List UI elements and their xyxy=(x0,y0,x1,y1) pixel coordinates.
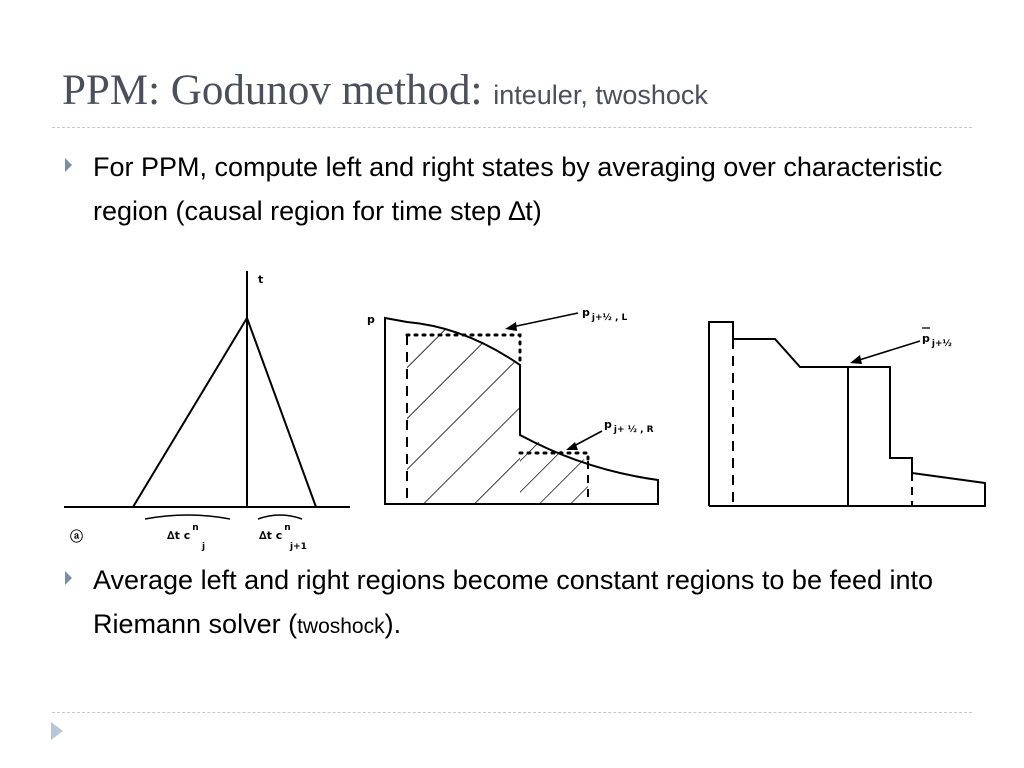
title-separator: , xyxy=(580,80,596,110)
panel-a-t-axis-label: t xyxy=(258,273,264,286)
title-code-inteuler: inteuler xyxy=(493,80,581,110)
panel-b-parabola xyxy=(367,306,658,504)
bullet-2-code-twoshock: twoshock xyxy=(297,615,385,638)
panel-c-averages xyxy=(709,322,985,506)
panel-a-right-speed-sub: j+1 xyxy=(290,542,307,552)
title-main: PPM: Godunov method: xyxy=(62,67,494,114)
panel-c-avg-label: p $_{j+\frac{1}{2}}$ xyxy=(922,332,952,349)
panel-a-characteristics xyxy=(64,271,350,552)
slide-title xyxy=(62,66,708,115)
bullet-2-text-pre: Average left and right regions become constant regions to be feed into Riemann solver ( xyxy=(93,565,934,639)
title-code-twoshock: twoshock xyxy=(595,80,708,110)
bullet-text-2 xyxy=(93,558,964,649)
bullet-item-2 xyxy=(64,558,964,649)
footer-divider xyxy=(52,712,972,713)
bullet-triangle-icon xyxy=(64,566,74,590)
bullet-2-text-post: ). xyxy=(384,609,402,639)
panel-a-left-speed-label: ∆t $c^n$ xyxy=(167,523,199,542)
panel-b-right-state-label: p $_{j+ \frac{1}{2} , R}$ xyxy=(604,418,654,435)
panel-b-left-state-label: p $_{j+\frac{1}{2} , L}$ xyxy=(582,306,628,323)
bullet-item-1 xyxy=(64,145,964,233)
panel-a-right-speed-label: ∆t $c^n$ xyxy=(259,523,291,542)
panel-a-marker: ⓐ xyxy=(70,530,84,545)
bullet-text-1: For PPM, compute left and right states by averaging over characteristic region (causal region for time step ∆t) xyxy=(93,152,943,226)
panel-a-left-speed-sub: j xyxy=(202,542,206,552)
title-divider xyxy=(52,127,972,128)
ppm-figure xyxy=(0,265,1024,555)
panel-b-p-axis-label: p xyxy=(367,313,375,326)
next-slide-icon[interactable] xyxy=(50,721,64,741)
bullet-triangle-icon xyxy=(64,153,74,177)
